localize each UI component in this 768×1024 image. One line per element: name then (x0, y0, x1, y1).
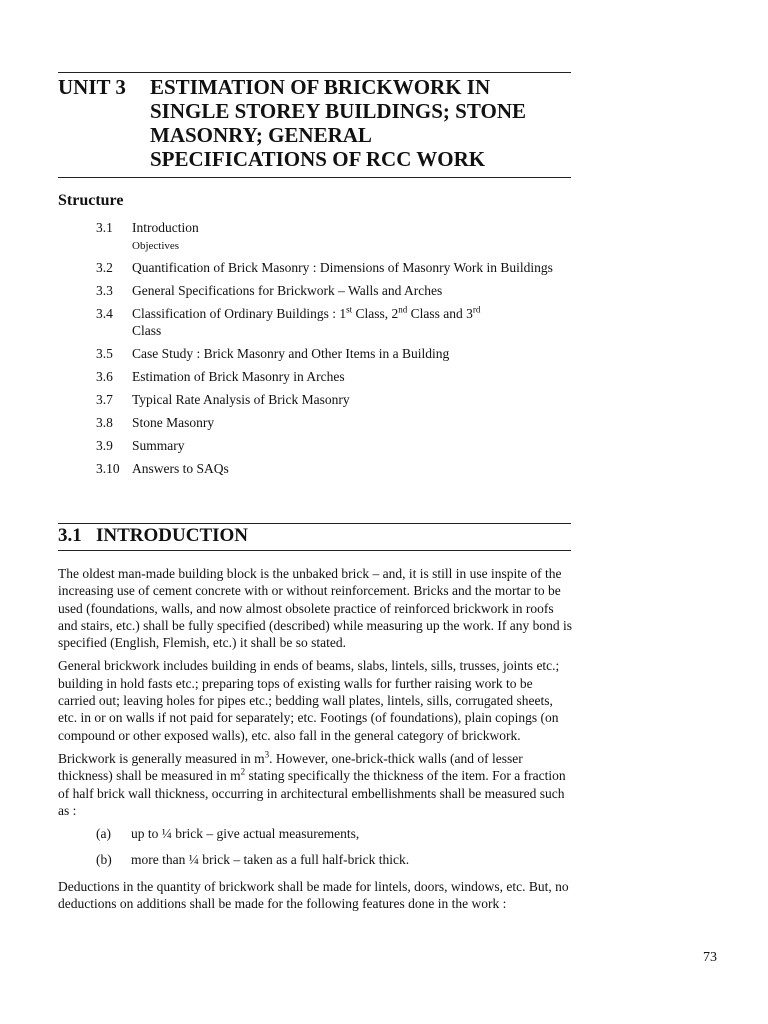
toc-number: 3.9 (96, 438, 113, 453)
toc-number: 3.5 (96, 346, 113, 361)
toc-text: Case Study : Brick Masonry and Other Items in a Building (132, 346, 450, 361)
unit-title-line: SINGLE STOREY BUILDINGS; STONE (150, 99, 526, 123)
toc-text: Typical Rate Analysis of Brick Masonry (132, 392, 350, 407)
toc-item (96, 391, 566, 408)
toc-item (96, 437, 566, 454)
unit-title (150, 75, 580, 171)
paragraph-part: . However, one-brick-thick walls (and of lesser thickness) shall be measured in m (58, 750, 523, 784)
toc-number: 3.2 (96, 260, 113, 275)
section-heading (58, 525, 248, 547)
toc-text-part: Classification of Ordinary Buildings : 1 (132, 306, 347, 321)
page-number: 73 (703, 950, 717, 965)
toc-item (96, 305, 566, 339)
toc-text: Introduction (132, 220, 199, 235)
list-label: (a) (96, 826, 111, 842)
toc-number: 3.4 (96, 306, 113, 321)
title-bottom-rule (58, 177, 571, 178)
toc-item (96, 282, 566, 299)
list-text: up to ¼ brick – give actual measurements, (131, 826, 360, 842)
toc-text: Answers to SAQs (132, 461, 229, 476)
section-top-rule (58, 523, 571, 524)
toc-text: General Specifications for Brickwork – Walls and Arches (132, 283, 443, 298)
paragraph (58, 750, 573, 819)
list-label: (b) (96, 852, 112, 868)
list-item (58, 851, 573, 868)
section-title: INTRODUCTION (96, 525, 249, 546)
toc-item (96, 259, 566, 276)
toc-item (96, 414, 566, 431)
toc-text-part: Class and 3 (407, 306, 473, 321)
toc-number: 3.8 (96, 415, 113, 430)
top-rule (58, 72, 571, 73)
superscript: rd (472, 304, 481, 315)
paragraph: The oldest man-made building block is the unbaked brick – and, it is still in use inspite of the increasing use of cement concrete with or without reinforcement. Bricks and the mortar to be used (foundations, walls, and now almost obsolete practice of reinforced brickwork in roofs and stairs, etc.) shall be fully specified (described) while measuring up the work. If any bond is specified (English, Flemish, etc.) it shall be so stated. (58, 566, 572, 651)
paragraph: General brickwork includes building in ends of beams, slabs, lintels, sills, trusses, joints etc.; building in hold fasts etc.; preparing tops of existing walls for further raising work to be carried out; leaving holes for pipes etc.; bedding wall plates, lintels, sills, corrugated sheets, etc. in or on walls if not paid for separately; etc. Footings (of foundations), plain copings (on compound or other exposed walls), etc. also fall in the general category of brickwork. (58, 658, 560, 743)
toc-number: 3.6 (96, 369, 113, 384)
table-of-contents (96, 219, 566, 483)
superscript: nd (398, 304, 408, 315)
list-text: more than ¼ brick – taken as a full half-brick thick. (131, 852, 410, 868)
toc-subitem: Objectives (132, 240, 180, 252)
toc-text-part: Class (132, 323, 162, 338)
superscript: st (346, 304, 353, 315)
unit-title-line: SPECIFICATIONS OF RCC WORK (150, 147, 486, 171)
unit-title-line: ESTIMATION OF BRICKWORK IN (150, 75, 491, 99)
toc-text: Summary (132, 438, 185, 453)
toc-item (96, 460, 566, 477)
paragraph-part: Brickwork is generally measured in m (58, 750, 265, 766)
unit-label: UNIT 3 (58, 75, 126, 99)
toc-item (96, 368, 566, 385)
toc-number: 3.1 (96, 220, 113, 235)
section-bottom-rule (58, 550, 571, 551)
structure-heading: Structure (58, 192, 124, 209)
toc-text: Estimation of Brick Masonry in Arches (132, 369, 345, 384)
superscript: 2 (240, 766, 246, 777)
toc-text: Quantification of Brick Masonry : Dimensions of Masonry Work in Buildings (132, 260, 553, 275)
superscript: 3 (264, 749, 270, 760)
toc-number: 3.3 (96, 283, 113, 298)
paragraph: Deductions in the quantity of brickwork shall be made for lintels, doors, windows, etc. But, no deductions on additions shall be made for the following features done in the work : (58, 878, 569, 912)
paragraph-part: stating specifically the thickness of the item. For a fraction of half brick wall thickness, occurring in architectural embellishments shall be measured such as : (58, 768, 566, 818)
toc-text-part: Class, 2 (352, 306, 399, 321)
toc-text: Stone Masonry (132, 415, 215, 430)
toc-item (96, 219, 566, 236)
section-number: 3.1 (58, 525, 82, 546)
toc-item (96, 345, 566, 362)
unit-title-line: MASONRY; GENERAL (150, 123, 372, 147)
list-item (58, 825, 573, 842)
toc-number: 3.10 (96, 461, 120, 476)
toc-number: 3.7 (96, 392, 113, 407)
section-body (58, 565, 573, 918)
toc-text (132, 305, 566, 339)
